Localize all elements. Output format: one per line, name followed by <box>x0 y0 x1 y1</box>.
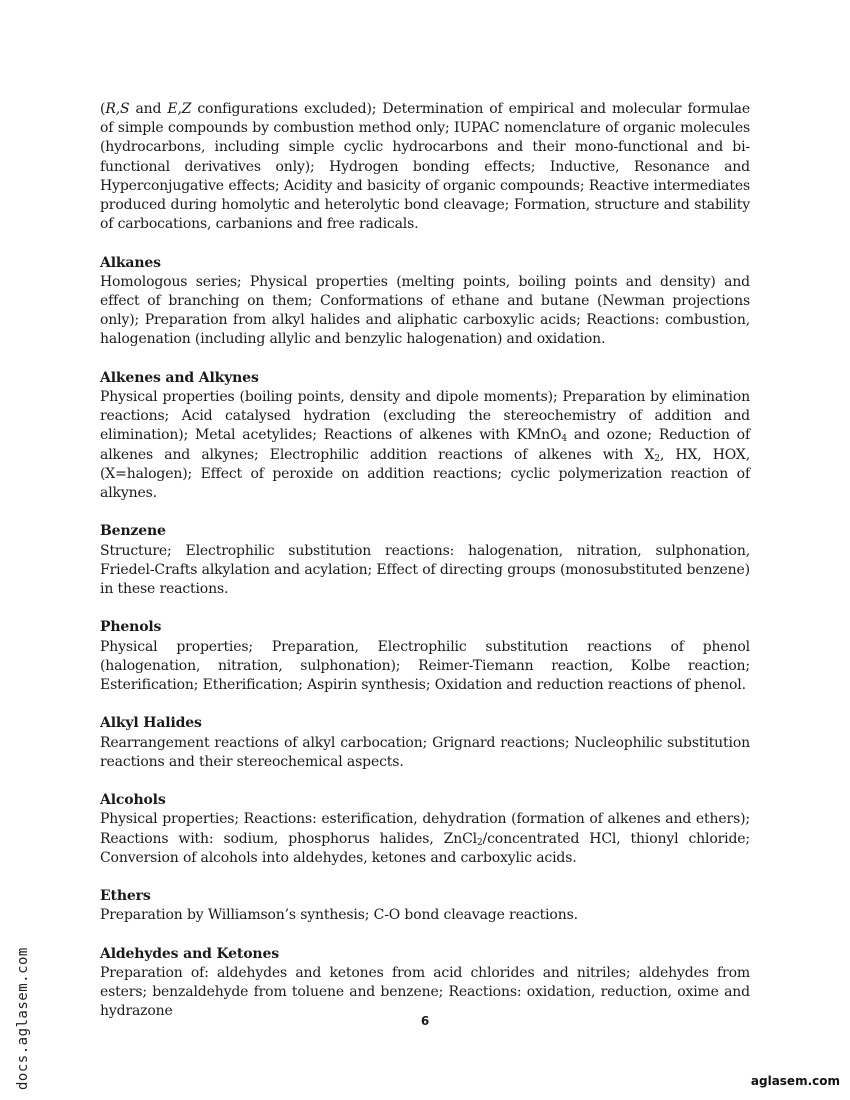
section-ethers <box>100 887 750 925</box>
subscript-2: 2 <box>654 453 660 464</box>
subscript-2-zncl: 2 <box>476 837 483 848</box>
section-phenols <box>100 618 750 695</box>
section-aldehydes-ketones <box>100 945 750 1022</box>
section-alcohols <box>100 791 750 868</box>
document-page <box>100 100 750 1022</box>
alkenes-text-c: , HX, HOX, (X=halogen); Effect of peroxide on addition reactions; cyclic polymerization reaction of alkynes. <box>100 446 750 502</box>
body-phenols: Physical properties; Preparation, Electrophilic substitution reactions of phenol (halogenation, nitration, sulphonation); Reimer-Tiemann reaction, Kolbe reaction; Esterification; Etherification; Aspirin synthesis; Oxidation and reduction reactions of phenol. <box>100 638 750 694</box>
heading-alcohols: Alcohols <box>100 792 166 809</box>
heading-benzene: Benzene <box>100 523 166 540</box>
section-benzene <box>100 522 750 599</box>
heading-aldehydes-ketones: Aldehydes and Ketones <box>100 945 279 962</box>
body-alkanes: Homologous series; Physical properties (melting points, boiling points and density) and effect of branching on them; Conformations of ethane and butane (Newman projections only); Preparation from alkyl halides and aliphatic carboxylic acids; Reactions: combustion, halogenation (including allylic and benzylic halogenation) and oxidation. <box>100 273 750 348</box>
site-brand: aglasem.com <box>750 1074 840 1088</box>
body-ethers: Preparation by Williamson’s synthesis; C-O bond cleavage reactions. <box>100 907 578 924</box>
heading-alkanes: Alkanes <box>100 254 161 271</box>
heading-alkenes-alkynes: Alkenes and Alkynes <box>100 369 259 386</box>
body-aldehydes-ketones: Preparation of: aldehydes and ketones from acid chlorides and nitriles; aldehydes from esters; benzaldehyde from toluene and benzene; Reactions: oxidation, reduction, oxime and hydrazone <box>100 965 750 1020</box>
section-alkenes-alkynes <box>100 369 750 503</box>
body-alcohols <box>100 810 750 868</box>
alcohols-text-a: Physical properties; Reactions: esterification, dehydration (formation of alkenes and ethers); Reactions with: sodium, phosphorus halides, ZnCl <box>100 811 750 847</box>
heading-alkyl-halides: Alkyl Halides <box>100 715 202 732</box>
and-word: and <box>129 101 168 117</box>
page-number: 6 <box>420 1014 430 1028</box>
heading-phenols: Phenols <box>100 619 162 636</box>
body-benzene: Structure; Electrophilic substitution reactions: halogenation, nitration, sulphonation, Friedel-Crafts alkylation and acylation; Effect of directing groups (monosubstituted benzene) in these reactions. <box>100 542 750 598</box>
body-alkenes-alkynes <box>100 388 750 503</box>
heading-ethers: Ethers <box>100 888 151 905</box>
rs-term: R,S <box>105 101 130 117</box>
alkenes-text-b: and ozone; Reduction of alkenes and alkynes; Electrophilic addition reactions of alkenes with X <box>100 427 750 463</box>
section-alkanes <box>100 254 750 350</box>
ez-term: E,Z <box>167 101 192 117</box>
intro-text: configurations excluded); Determination of empirical and molecular formulae of simple compounds by combustion method only; IUPAC nomenclature of organic molecules (hydrocarbons, including simple cyclic hydrocarbons and their mono-functional and bi-functional derivatives only); Hydrogen bonding effects; Inductive, Resonance and Hyperconjugative effects; Acidity and basicity of organic compounds; Reactive intermediates produced during homolytic and heterolytic bond cleavage; Formation, structure and stability of carbocations, carbanions and free radicals. <box>100 101 750 233</box>
alcohols-text-b: /concentrated HCl, thionyl chloride; Conversion of alcohols into aldehydes, ketones and carboxylic acids. <box>100 830 750 866</box>
intro-paragraph: (R,S and E,Z configurations excluded); Determination of empirical and molecular formulae of simple compounds by combustion method only; IUPAC nomenclature of organic molecules (hydrocarbons, including simple cyclic hydrocarbons and their mono-functional and bi-functional derivatives only); Hydrogen bonding effects; Inductive, Resonance and Hyperconjugative effects; Acidity and basicity of organic compounds; Reactive intermediates produced during homolytic and heterolytic bond cleavage; Formation, structure and stability of carbocations, carbanions and free radicals. <box>100 101 750 233</box>
side-watermark: docs.aglasem.com <box>15 947 31 1090</box>
body-alkyl-halides: Rearrangement reactions of alkyl carbocation; Grignard reactions; Nucleophilic substitution reactions and their stereochemical aspects. <box>100 734 750 770</box>
section-alkyl-halides <box>100 714 750 772</box>
subscript-4: 4 <box>561 434 567 445</box>
alkenes-text-a: Physical properties (boiling points, density and dipole moments); Preparation by elimination reactions; Acid catalysed hydration (excluding the stereochemistry of addition and elimination); Metal acetylides; Reactions of alkenes with KMnO <box>100 389 750 444</box>
